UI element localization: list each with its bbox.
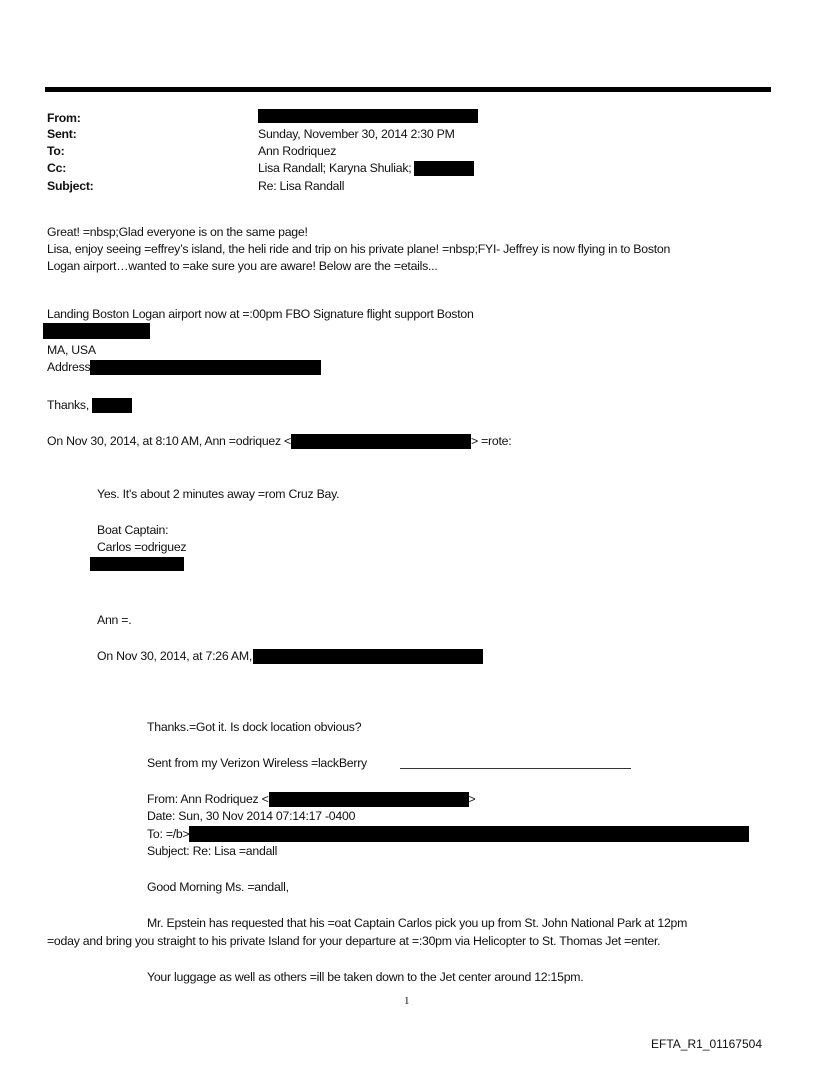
redaction — [90, 360, 321, 375]
quote-line: Good Morning Ms. =andall, — [147, 880, 289, 894]
sent-value: Sunday, November 30, 2014 2:30 PM — [258, 127, 455, 141]
quote-line: To: =/b> — [147, 827, 190, 841]
quote-intro: On Nov 30, 2014, at 8:10 AM, Ann =odriquez < — [47, 434, 291, 448]
quote-line: =oday and bring you straight to his private Island for your departure at =:30pm via Helicopter to St. Thomas Jet =enter. — [47, 934, 661, 948]
address-row — [47, 359, 321, 375]
quote-intro-row — [97, 648, 483, 664]
address-label: Address — [47, 360, 91, 374]
thanks-row — [47, 397, 132, 413]
quote-from-row — [147, 791, 475, 807]
header-rule — [45, 87, 771, 92]
redaction — [43, 323, 150, 339]
document-id: EFTA_R1_01167504 — [651, 1037, 762, 1051]
landing-line: Landing Boston Logan airport now at =:00pm FBO Signature flight support Boston — [47, 307, 474, 321]
to-value: Ann Rodriquez — [258, 144, 337, 158]
separator-line — [400, 768, 631, 769]
redaction — [291, 434, 471, 449]
quote-line: Subject: Re: Lisa =andall — [147, 844, 278, 858]
quote-intro: On Nov 30, 2014, at 7:26 AM, — [97, 649, 253, 663]
to-label: To: — [47, 144, 65, 158]
redaction — [258, 109, 478, 123]
quote-line: Sent from my Verizon Wireless =lackBerry — [147, 756, 367, 770]
quote-line: Ann =. — [97, 613, 132, 627]
redaction — [92, 398, 132, 413]
quote-line: Carlos =odriguez — [97, 540, 187, 554]
quote-line: Thanks.=Got it. Is dock location obvious? — [147, 720, 362, 734]
quote-line: > — [468, 792, 476, 806]
cc-label: Cc: — [47, 161, 67, 175]
redaction — [90, 557, 184, 571]
cc-value: Lisa Randall; Karyna Shuliak; — [258, 161, 412, 175]
page-number: 1 — [404, 995, 410, 1007]
body-line: Logan airport…wanted to =ake sure you are aware! Below are the =etails... — [47, 259, 438, 273]
location-line: MA, USA — [47, 343, 96, 357]
quote-line: Yes. It's about 2 minutes away =rom Cruz Bay. — [97, 487, 340, 501]
quote-to-row — [147, 826, 749, 842]
quote-intro-end: > =rote: — [471, 434, 512, 448]
quote-line: Mr. Epstein has requested that his =oat Captain Carlos pick you up from St. John National Park at 12pm — [147, 916, 688, 930]
thanks-line: Thanks, — [47, 398, 89, 412]
subject-label: Subject: — [47, 179, 94, 193]
redaction — [253, 649, 483, 664]
body-line: Great! =nbsp;Glad everyone is on the same page! — [47, 225, 308, 239]
quote-intro-row — [47, 433, 511, 449]
quote-line: From: Ann Rodriquez < — [147, 792, 269, 806]
quote-line: Boat Captain: — [97, 523, 169, 537]
redaction — [269, 792, 469, 807]
sent-label: Sent: — [47, 127, 77, 141]
quote-line: Date: Sun, 30 Nov 2014 07:14:17 -0400 — [147, 809, 356, 823]
redaction — [414, 161, 474, 176]
redaction — [189, 826, 749, 842]
quote-line: Your luggage as well as others =ill be taken down to the Jet center around 12:15pm. — [147, 970, 584, 984]
from-label: From: — [47, 111, 81, 125]
body-line: Lisa, enjoy seeing =effrey’s island, the heli ride and trip on his private plane! =nbsp;FYI- Jeffrey is now flying in to Boston — [47, 242, 671, 256]
cc-row — [258, 160, 474, 176]
subject-value: Re: Lisa Randall — [258, 179, 345, 193]
